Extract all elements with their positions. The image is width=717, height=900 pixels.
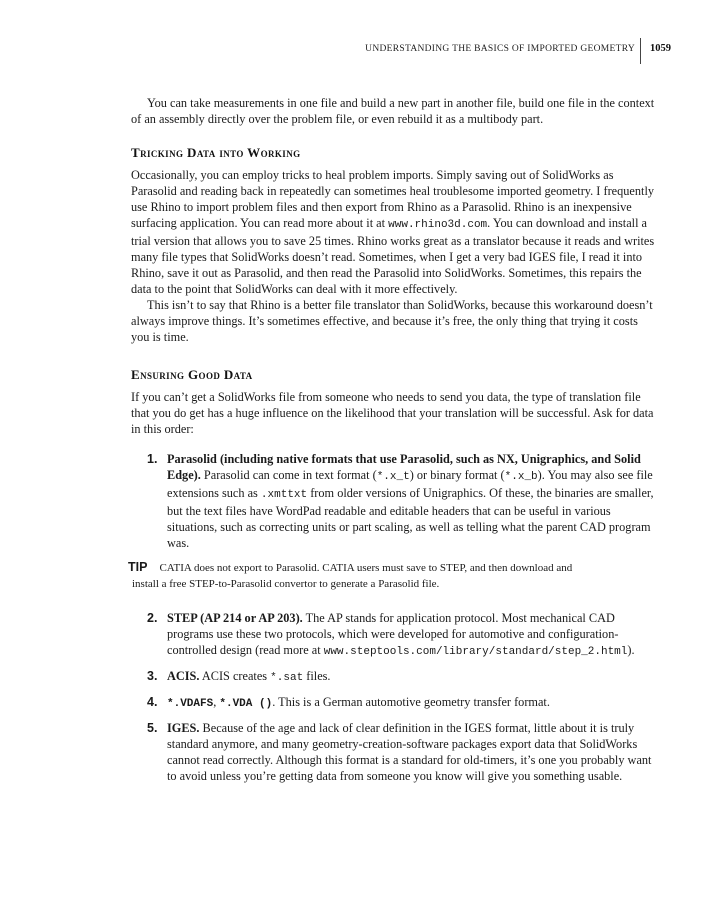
list-number: 1. <box>147 452 158 466</box>
item-title: STEP (AP 214 or AP 203). <box>167 611 303 625</box>
file-extension: *.VDA () <box>219 698 273 710</box>
list-number: 3. <box>147 669 158 683</box>
item-title: IGES. <box>167 721 200 735</box>
list-item <box>131 610 655 660</box>
tip-box <box>128 559 655 592</box>
list-item <box>131 668 655 686</box>
list-number: 5. <box>147 721 158 735</box>
item-text: from older versions of Unigraphics. Of these, the binaries are smaller, but the text files have WordPad readable and editable headers that can be useful in various situations, such as correcting units or part scaling, as well as telling what the parent CAD program was. <box>167 486 654 550</box>
steptools-url: www.steptools.com/library/standard/step_2.html <box>323 646 628 658</box>
item-text: ). You may also see file extensions such as <box>167 468 653 500</box>
heading-tricking-data: Tricking Data into Working <box>131 145 301 160</box>
tricking-paragraph-1 <box>131 167 655 297</box>
rhino-url: www.rhino3d.com <box>388 219 488 231</box>
data-format-list-part-2 <box>131 610 655 784</box>
page-body <box>128 95 655 792</box>
intro-paragraph: You can take measurements in one file and build a new part in another file, build one file in the context of an assembly directly over the problem file, or even rebuild it as a multibody part. <box>131 96 655 126</box>
file-extension: *.sat <box>270 672 304 684</box>
data-format-list-part-1 <box>131 451 655 551</box>
item-title: ACIS. <box>167 669 200 683</box>
page-number: 1059 <box>650 43 671 54</box>
list-number: 4. <box>147 695 158 709</box>
item-text: The AP stands for application protocol. Most mechanical CAD programs use these two protocols, which were developed for automotive and configuration-controlled design (read more at <box>167 611 619 657</box>
file-extension: .xmttxt <box>260 489 308 501</box>
item-text: Parasolid can come in text format ( <box>200 468 377 482</box>
file-extension: *.x_t <box>376 471 410 483</box>
file-extension: *.x_b <box>504 471 538 483</box>
list-item <box>131 694 655 712</box>
list-item <box>131 451 655 551</box>
running-head: UNDERSTANDING THE BASICS OF IMPORTED GEOMETRY <box>365 44 635 54</box>
header-divider <box>640 38 641 64</box>
item-title: Parasolid (including native formats that use Parasolid, such as NX, Unigraphics, and Solid Edge). <box>167 452 641 482</box>
tricking-p1-text-a: Occasionally, you can employ tricks to heal problem imports. Simply saving out of SolidWorks as Parasolid and reading back in repeatedly can sometimes heal troublesome imported geometry. I frequently use Rhino to import problem files and then export from Rhino as a Parasolid. Rhino is an inexpensive surfacing application. You can read more about it at <box>131 168 655 230</box>
file-extension: *.VDAFS <box>167 698 214 710</box>
ensuring-paragraph-1: If you can’t get a SolidWorks file from someone who needs to send you data, the type of translation file that you do get has a huge influence on the likelihood that your translation will be successful. Ask for data in this order: <box>131 390 654 436</box>
item-text: , <box>213 695 220 709</box>
tip-label: TIP <box>128 560 148 574</box>
list-item <box>131 720 655 784</box>
page-header <box>0 38 717 64</box>
item-text: ) or binary format ( <box>409 468 505 482</box>
tricking-paragraph-2: This isn’t to say that Rhino is a better file translator than SolidWorks, because this workaround doesn’t always improve things. It’s sometimes effective, and because it’s free, the only thing that trying it costs you is time. <box>131 298 653 344</box>
tip-line-1: CATIA does not export to Parasolid. CATIA users must save to STEP, and then download and <box>159 562 573 574</box>
list-number: 2. <box>147 611 158 625</box>
tricking-p1-text-b: . You can download and install a trial version that allows you to save 25 times. Rhino works great as a translator because it reads and writes many file types that SolidWorks doesn’t read. Sometimes, when I get a very bad IGES file, I read it into Rhino, save it out as Parasolid, and then read the Parasolid into SolidWorks. Sometimes, this repairs the data to the point that SolidWorks can deal with it more effectively. <box>131 216 655 296</box>
item-text: ). <box>627 643 635 657</box>
tip-line-2: install a free STEP-to-Parasolid convertor to generate a Parasolid file. <box>132 578 440 590</box>
heading-ensuring-data: Ensuring Good Data <box>131 367 253 382</box>
item-text: files. <box>303 669 331 683</box>
item-text: ACIS creates <box>199 669 271 683</box>
item-text: Because of the age and lack of clear definition in the IGES format, little about it is truly standard anymore, and many geometry-creation-software packages export data that SolidWorks cannot read correctly. Although this format is a standard for old-timers, it’s one you probably want to avoid unless you’re getting data from someone you know will give you something usable. <box>167 721 652 783</box>
item-text: . This is a German automotive geometry transfer format. <box>272 695 550 709</box>
